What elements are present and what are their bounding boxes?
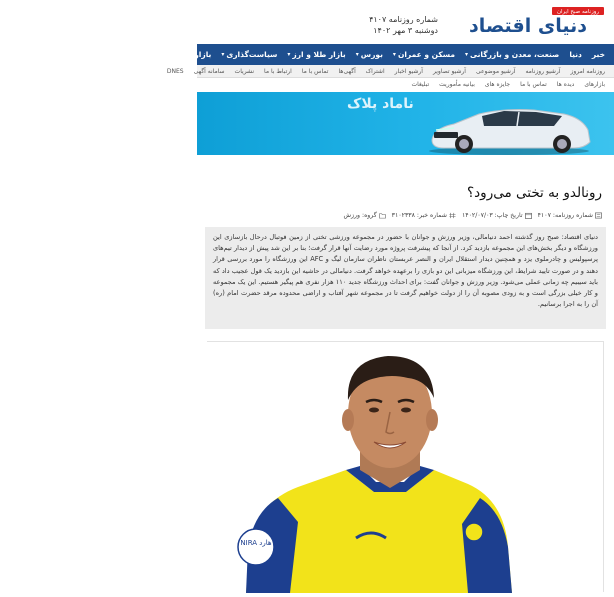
- logo-tagline: روزنامه صبح ایران: [556, 9, 600, 16]
- subnav-link[interactable]: بازارهای: [584, 81, 605, 88]
- nav-item-7[interactable]: [152, 50, 217, 59]
- site-logo[interactable]: [444, 6, 606, 38]
- car-image: [424, 104, 594, 156]
- chevron-down-icon: ▾: [355, 51, 359, 58]
- newspaper-icon: [595, 212, 602, 219]
- chevron-down-icon: ▾: [465, 51, 469, 58]
- nav-item-label: صنعت، معدن و بازرگانی: [470, 50, 560, 59]
- subnav-link[interactable]: DNES: [166, 67, 184, 75]
- nav-item-9[interactable]: [62, 50, 119, 59]
- player-illustration: [206, 342, 603, 593]
- subnav-link[interactable]: تماس با ما: [520, 81, 547, 88]
- nav-item-6[interactable]: [216, 50, 282, 59]
- subnav-link[interactable]: آرشیو موضوعی: [475, 67, 516, 75]
- site-header: [197, 0, 614, 44]
- folder-icon: [379, 212, 386, 219]
- nav-item-label: خبر: [591, 50, 605, 59]
- meta-date-text: تاریخ چاپ: ۱۴۰۲/۰۷/۰۳: [461, 212, 523, 219]
- article-title: رونالدو به تختی می‌رود؟: [467, 185, 602, 201]
- nav-item-label: بازار دیجیتال: [66, 50, 114, 59]
- subnav-link[interactable]: بیانیه مأموریت: [439, 81, 475, 88]
- tertiary-nav: [197, 78, 614, 91]
- subnav-link[interactable]: جایزه های: [484, 81, 511, 88]
- issue-number: شماره روزنامه ۴۱۰۷: [369, 15, 438, 24]
- meta-date: [462, 212, 532, 219]
- nav-item-label: بازار پول و ارز: [156, 50, 212, 59]
- ad-banner[interactable]: [197, 92, 614, 155]
- subnav-link[interactable]: آرشیو تصاویر: [432, 67, 466, 75]
- nav-item-5[interactable]: [282, 50, 350, 59]
- nav-item-4[interactable]: [351, 50, 388, 59]
- main-nav: [5, 44, 614, 65]
- logo-text: دنیای اقتصاد: [468, 15, 588, 37]
- subnav-link[interactable]: سامانه آگهی: [193, 67, 225, 75]
- article-photo: [207, 341, 604, 592]
- spacer: [197, 155, 614, 177]
- meta-issue-text: شماره روزنامه: ۴۱۰۷: [537, 212, 593, 219]
- nav-item-10[interactable]: [0, 50, 62, 59]
- article-meta: [344, 212, 603, 219]
- subnav-link[interactable]: نشریات: [234, 67, 255, 75]
- subnav-link[interactable]: آرشیو اخبار: [394, 67, 423, 75]
- meta-news-id-text: شماره خبر: ۳۱۰۲۳۳۸: [391, 212, 447, 219]
- issue-date: دوشنبه ۳ مهر ۱۴۰۲: [373, 26, 438, 35]
- calendar-icon: [525, 212, 532, 219]
- meta-group-text[interactable]: گروه: ورزش: [343, 212, 377, 219]
- meta-news-id: [392, 212, 456, 219]
- chevron-down-icon: ▾: [221, 51, 225, 58]
- jersey-sponsor-text: هارد NIRA: [240, 539, 272, 547]
- meta-group[interactable]: [344, 212, 386, 219]
- nav-item-3[interactable]: [388, 50, 460, 59]
- nav-item-8[interactable]: [119, 50, 152, 59]
- subnav-link[interactable]: اشتراک: [365, 67, 385, 75]
- nav-item-1[interactable]: [564, 50, 587, 59]
- nav-item-label: سیاست‌گذاری: [226, 50, 278, 59]
- nav-item-label: دنیا: [569, 50, 582, 59]
- subnav-link[interactable]: آگهی‌ها: [338, 67, 356, 75]
- banner-text: ناماد پلاک: [347, 96, 414, 112]
- nav-item-label: بازار طلا و ارز: [292, 50, 346, 59]
- nav-item-label: بورس: [360, 50, 383, 59]
- chevron-down-icon: ▾: [392, 51, 396, 58]
- subnav-link[interactable]: دیده ها: [556, 81, 575, 88]
- article-lead: دنیای اقتصاد: صبح روز گذشته احمد دنیامالی، وزیر ورزش و جوانان با حضور در مجموعه ورزشی تختی از زمین فوتبال درحال بازسازی این ورزشگاه و دیگر بخش‌های این مجموعه بازدید کرد. از آنجا که پیشرفت پروژه مورد رضایت آنها قرار گرفت؛ بنا بر این شد پیش از دیدار تیم‌های پرسپولیس و چادرملوی یزد و همچنین دیدار استقلال ایران و النصر عربستان ناظران سازمان لیگ و AFC این ورزشگاه را مورد بررسی قرار دهند و در صورت تایید شرایط، این ورزشگاه میزبانی این دو بازی را برعهده خواهد گرفت. دنیامالی در حاشیه این بازدید یک قول عجیب داد که باید سیبیم چه زمانی عملی می‌شود. وزیر ورزش و جوانان گفت: برای احداث ورزشگاه جدید ۱۱۰ هزار نفری هم پیگیر هستیم. این یک مجموعه و کار خیلی بزرگی است و به زودی مصوبه آن را از دولت خواهیم گرفت تا در مجموعه شهر آفتاب و اراضی محدوده مرقد حضرت امام (ره) آن را به اجرا برسانیم.: [205, 227, 606, 329]
- subnav-link[interactable]: روزنامه امروز: [570, 67, 605, 75]
- subnav-link[interactable]: ارتباط با ما: [264, 67, 292, 75]
- chevron-down-icon: ▾: [287, 51, 291, 58]
- meta-issue: [538, 212, 602, 219]
- issue-info: [369, 14, 438, 36]
- nav-item-label: خودرو: [123, 50, 147, 59]
- subnav-link[interactable]: آرشیو روزنامه: [525, 67, 561, 75]
- subnav-link[interactable]: تبلیغات: [411, 81, 430, 88]
- hash-icon: [449, 212, 456, 219]
- nav-item-label: مسکن و عمران: [397, 50, 455, 59]
- nav-item-0[interactable]: [587, 50, 610, 59]
- secondary-nav: [166, 65, 614, 78]
- subnav-link[interactable]: تماس با ما: [301, 67, 329, 75]
- nav-item-2[interactable]: [460, 50, 564, 59]
- nav-item-label: باشگاه اقتصاد: [5, 50, 57, 59]
